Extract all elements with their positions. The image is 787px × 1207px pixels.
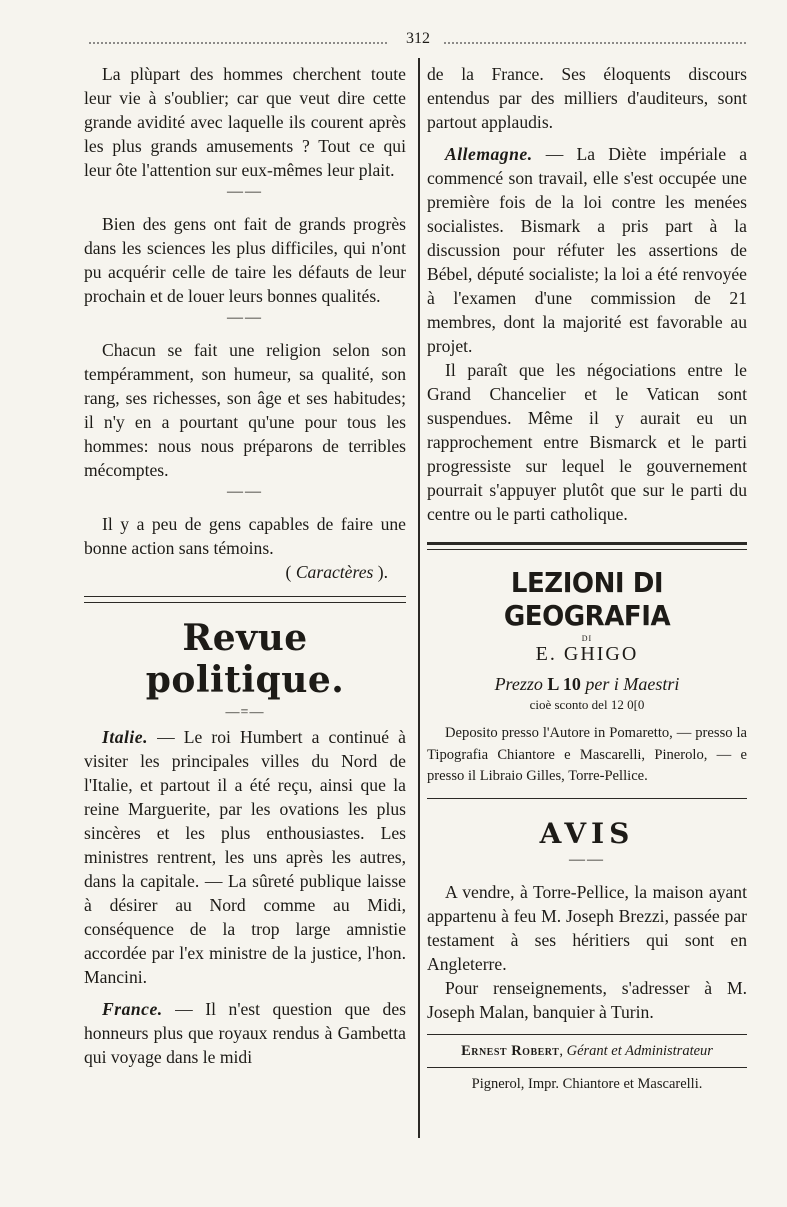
attribution: ( Caractères ).: [285, 562, 388, 582]
right-column: [427, 62, 747, 1094]
printer-line: Pignerol, Impr. Chiantore et Mascarelli.: [471, 1075, 703, 1092]
ad-lezioni-price: Prezzo L 10 per i Maestri: [494, 674, 680, 694]
maxim-3: Chacun se fait une religion selon son tempéramment, son humeur, sa qualité, son rang, ses richesses, son âge et ses habitudes; il n'y en a pourtant qu'une pour tous les hommes: nous nous préparons de terribles mécomptes.: [84, 340, 406, 480]
avis-text-1: A vendre, à Torre-Pellice, la maison ayant appartenu à feu M. Joseph Brezzi, passée par testament à ses héritiers qui sont en Angleterre.: [427, 881, 747, 974]
france-continuation: de la France. Ses éloquents discours entendus par des milliers d'auditeurs, sont partout applaudis.: [427, 64, 747, 132]
ad-rule: [427, 542, 747, 550]
left-column: [84, 62, 406, 1069]
section-rule: [84, 596, 406, 603]
header-ornament-right: [443, 41, 746, 45]
maxim-4: Il y a peu de gens capables de faire une bonne action sans témoins.: [84, 514, 406, 558]
ad-lezioni-deposit: Deposito presso l'Autore in Pomaretto, — presso la Tipografia Chiantore e Mascarelli, Pinerolo, — e presso il Libraio Gilles, Torre-Pellice.: [427, 725, 747, 784]
maxim-separator: ——: [227, 183, 263, 200]
maxim-separator: ——: [227, 483, 263, 500]
ad-lezioni-title: LEZIONI DI GEOGRAFIA: [503, 566, 671, 632]
ad-lezioni-di: DI: [581, 634, 593, 643]
footer-credit: Ernest Robert, Gérant et Administrateur: [461, 1042, 713, 1059]
france-paragraph: [84, 997, 406, 1069]
france-text: — Il n'est question que des honneurs plus que royaux rendus à Gambetta qui voyage dans le midi: [84, 999, 406, 1067]
maxim-2: Bien des gens ont fait de grands progrès dans les sciences les plus difficiles, qui n'ont pu acquérir celle de taire les défauts de leur prochain et de louer leurs bonnes qualités.: [84, 214, 406, 306]
ad-avis: [427, 817, 747, 1024]
ad-lezioni-discount: cioè sconto del 12 0[0: [529, 697, 645, 712]
avis-text-2: Pour renseignements, s'adresser à M. Joseph Malan, banquier à Turin.: [427, 977, 747, 1022]
avis-title: AVIS: [539, 816, 635, 850]
allemagne-paragraph: [427, 142, 747, 358]
maxim-1: La plùpart des hommes cherchent toute leur vie à s'oublier; car que veut dire cette grande avidité avec laquelle ils courent après les plus grands amusements ? Tout ce qui leur ôte l'attention sur eux-mêmes leur plait.: [84, 64, 406, 180]
allemagne-label: Allemagne.: [445, 144, 533, 164]
ad-lezioni: [427, 566, 747, 788]
page-number: 312: [406, 30, 430, 47]
attribution-source: Caractères: [295, 562, 374, 582]
avis-separator: ——: [569, 850, 605, 868]
allemagne-paragraph-2: Il paraît que les négociations entre le Grand Chancelier et le Vatican sont suspendues. Même il y aurait eu un rapprochement entre Bismarck et le parti progressiste sur lequel le gouvernement pourrait s'appuyer plutôt que sur le parti du centre ou le parti catholique.: [427, 360, 747, 524]
gerant-name: Ernest Robert: [461, 1042, 560, 1059]
maxim-separator: ——: [227, 309, 263, 326]
france-label: France.: [102, 999, 163, 1019]
price-value: L 10: [547, 674, 581, 694]
allemagne-text: — La Diète impériale a commencé son travail, elle s'est occupée une première fois de la loi contre les menées socialistes. Bismark a pris part à la discussion pour réfuter les assertions de Bébel, député socialiste; la loi a été renvoyée à l'examen d'une commission de 21 membres, dont la majorité est favorable au projet.: [427, 144, 747, 356]
italie-label: Italie.: [102, 727, 149, 747]
gerant-role: Gérant et Administrateur: [566, 1042, 713, 1059]
italie-paragraph: [84, 725, 406, 989]
column-divider: [418, 58, 420, 1138]
italie-text: — Le roi Humbert a continué à visiter les principales villes du Nord de l'Italie, et partout il a été reçu, ainsi que la reine Marguerite, par les ovations les plus sincères et les plus enthousiastes. Les ministres rentrent, les uns après les autres, dans la capitale. — La sûreté publique laisse à désirer au Nord comme au Midi, conséquence de la trop large amnistie accordée par l'ex ministre de la justice, l'hon. Mancini.: [84, 727, 406, 987]
ad-lezioni-author: E. GHIGO: [535, 643, 639, 665]
section-separator: —=—: [225, 705, 265, 720]
section-title: Revue politique.: [145, 617, 345, 701]
ad-rule: [427, 798, 747, 799]
header-ornament-left: [88, 41, 388, 45]
page-header: [88, 32, 746, 54]
